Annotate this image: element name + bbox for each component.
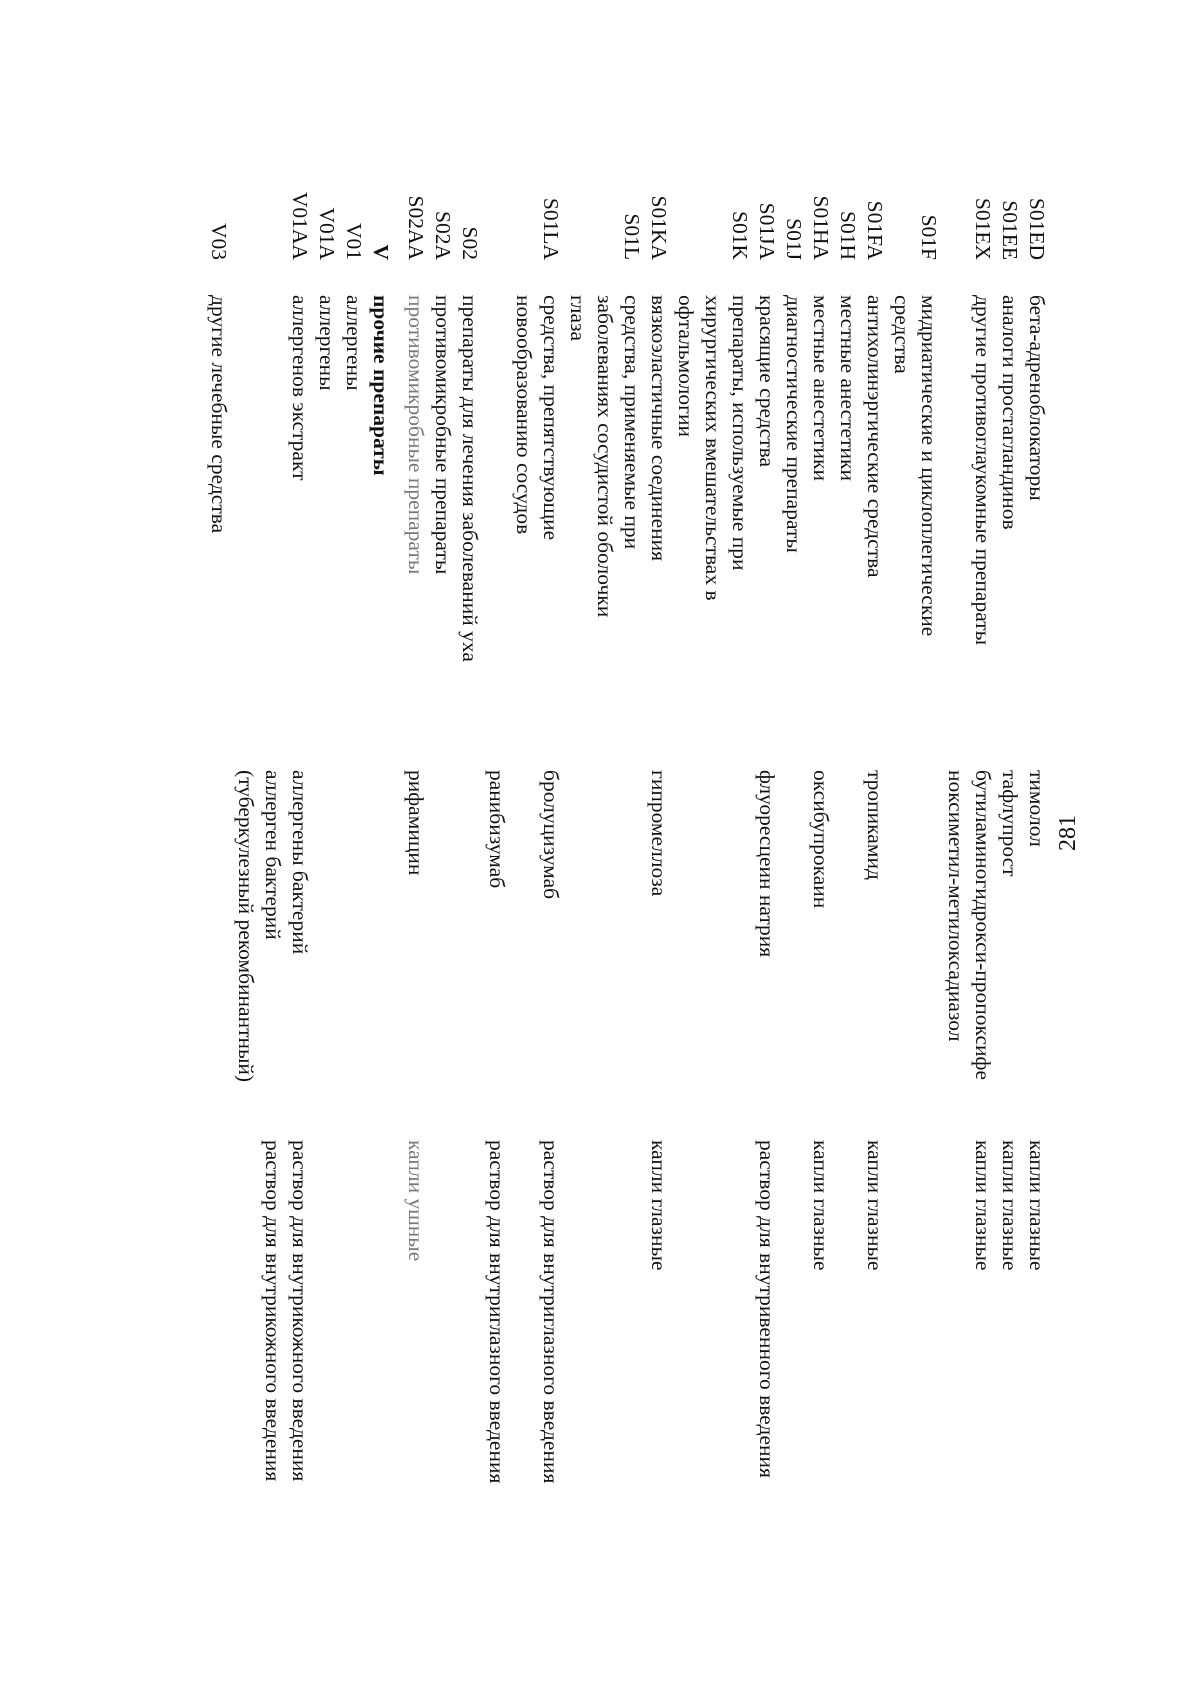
medicinal-substance: тафлупрост <box>998 770 1022 877</box>
anatomical-therapeutic-group: другие противоглаукомные препараты <box>971 295 995 646</box>
anatomical-therapeutic-group: глаза <box>566 295 590 342</box>
atc-code: S01EE <box>998 200 1022 260</box>
medicinal-substance: тимолол <box>1025 770 1049 847</box>
anatomical-therapeutic-group: бета-адреноблокаторы <box>1025 295 1049 501</box>
anatomical-therapeutic-group: препараты, используемые при <box>728 295 752 571</box>
anatomical-therapeutic-group: противомикробные препараты <box>431 295 455 575</box>
anatomical-therapeutic-group: средства, применяемые при <box>620 295 644 550</box>
atc-code: S01KA <box>647 195 671 260</box>
medicinal-substance: аллерген бактерий <box>261 770 285 940</box>
anatomical-therapeutic-group: противомикробные препараты <box>404 295 428 575</box>
dosage-form: капли глазные <box>863 1140 887 1271</box>
dosage-form: капли глазные <box>647 1140 671 1271</box>
anatomical-therapeutic-group: антихолинэргические средства <box>863 295 887 578</box>
anatomical-therapeutic-group: красящие средства <box>755 295 779 467</box>
anatomical-therapeutic-group: средства <box>890 295 914 374</box>
dosage-form: капли ушные <box>404 1140 428 1262</box>
anatomical-therapeutic-group: мидриатические и циклоплегические <box>917 295 941 637</box>
anatomical-therapeutic-group: местные анестетики <box>836 295 860 481</box>
anatomical-therapeutic-group: другие лечебные средства <box>207 295 231 534</box>
atc-code: S01K <box>728 211 752 260</box>
medicinal-substance: флуоресцеин натрия <box>755 770 779 958</box>
atc-code: V <box>369 244 393 260</box>
medicinal-substance: аллергены бактерий <box>288 770 312 955</box>
anatomical-therapeutic-group: аллергенов экстракт <box>288 295 312 481</box>
medicinal-substance: бутиламиногидрокси-пропоксифе <box>971 770 995 1080</box>
dosage-form: капли глазные <box>998 1140 1022 1271</box>
atc-code: S01F <box>917 214 941 260</box>
dosage-form: раствор для внутриглазного введения <box>485 1140 509 1484</box>
medicinal-substance: (туберкулезный рекомбинантный) <box>234 770 258 1083</box>
anatomical-therapeutic-group: средства, препятствующие <box>539 295 563 541</box>
atc-code: S01J <box>782 218 806 260</box>
medicinal-substance: оксибупрокаин <box>809 770 833 909</box>
dosage-form: раствор для внутрикожного введения <box>288 1140 312 1482</box>
anatomical-therapeutic-group: диагностические препараты <box>782 295 806 553</box>
anatomical-therapeutic-group: вязкоэластичные соединения <box>647 295 671 562</box>
page-number: 281 <box>1055 815 1081 851</box>
anatomical-therapeutic-group: местные анестетики <box>809 295 833 481</box>
atc-code: V01 <box>342 222 366 260</box>
atc-code: S01FA <box>863 200 887 260</box>
atc-code: S01H <box>836 211 860 260</box>
atc-code: S01ED <box>1025 197 1049 260</box>
dosage-form: капли глазные <box>971 1140 995 1271</box>
medicinal-substance: бролуцизумаб <box>539 770 563 900</box>
atc-code: S02 <box>458 226 482 260</box>
dosage-form: капли глазные <box>1025 1140 1049 1271</box>
anatomical-therapeutic-group: офтальмологии <box>674 295 698 437</box>
atc-code: S01LA <box>539 197 563 260</box>
atc-code: S01HA <box>809 195 833 260</box>
dosage-form: раствор для внутрикожного введения <box>261 1140 285 1482</box>
anatomical-therapeutic-group: аллергены <box>315 295 339 391</box>
anatomical-therapeutic-group: заболеваниях сосудистой оболочки <box>593 295 617 618</box>
dosage-form: капли глазные <box>809 1140 833 1271</box>
atc-code: S01EX <box>971 197 995 260</box>
anatomical-therapeutic-group: аналоги простагландинов <box>998 295 1022 530</box>
atc-code: S02AA <box>404 195 428 260</box>
medicinal-substance: рифамицин <box>404 770 428 876</box>
dosage-form: раствор для внутривенного введения <box>755 1140 779 1478</box>
atc-code: S01L <box>620 213 644 260</box>
anatomical-therapeutic-group: новообразованию сосудов <box>512 295 536 535</box>
atc-code: V03 <box>207 222 231 260</box>
atc-code: V01A <box>315 207 339 260</box>
medicinal-substance: ноксиметил-метилоксадиазол <box>944 770 968 1042</box>
medicinal-substance: гипромеллоза <box>647 770 671 897</box>
anatomical-therapeutic-group: прочие препараты <box>369 295 393 476</box>
medicinal-substance: ранибизумаб <box>485 770 509 889</box>
anatomical-therapeutic-group: аллергены <box>342 295 366 391</box>
atc-code: S01JA <box>755 202 779 260</box>
anatomical-therapeutic-group: хирургических вмешательствах в <box>701 295 725 601</box>
atc-code: S02A <box>431 211 455 260</box>
dosage-form: раствор для внутриглазного введения <box>539 1140 563 1484</box>
atc-code: V01AA <box>288 191 312 260</box>
medicinal-substance: тропикамид <box>863 770 887 880</box>
anatomical-therapeutic-group: препараты для лечения заболеваний уха <box>458 295 482 662</box>
